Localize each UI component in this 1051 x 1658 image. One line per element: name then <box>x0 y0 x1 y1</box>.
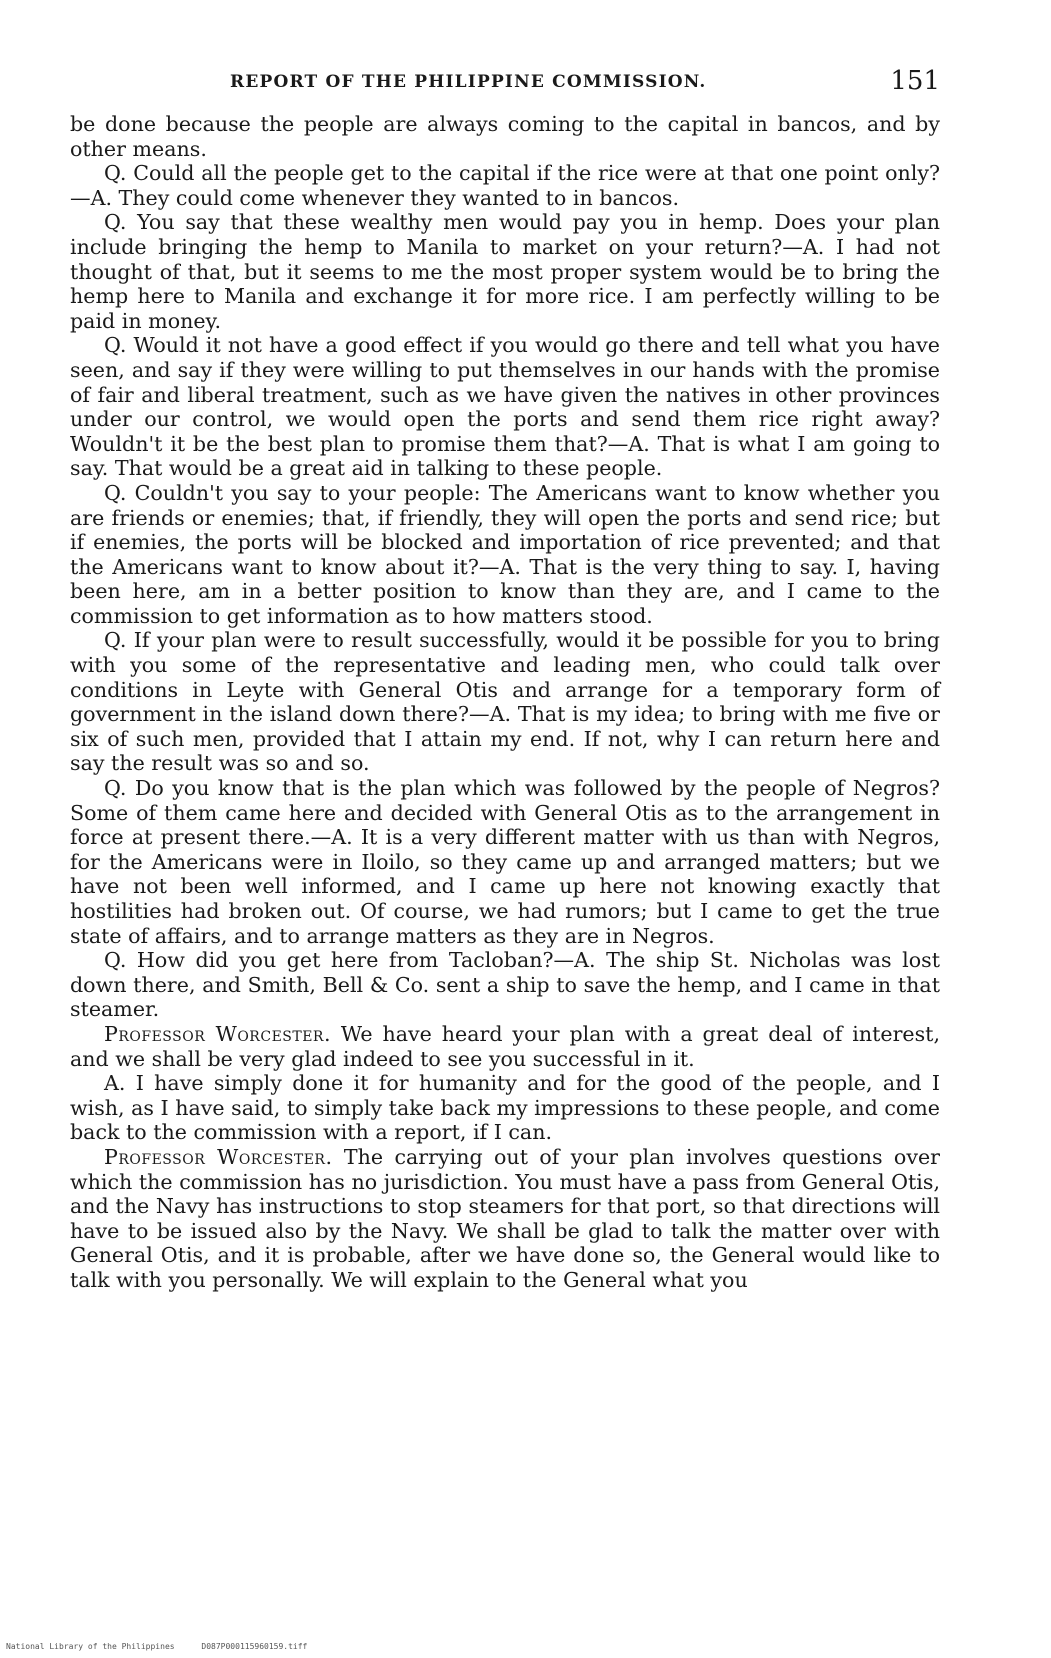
speaker-name: Professor Worcester. <box>104 1144 333 1169</box>
paragraph <box>70 1145 940 1293</box>
paragraph-text: Q. If your plan were to result successfully, would it be possible for you to bring with you some of the representative and leading men, who could talk over conditions in Leyte with General Otis and arrange for a temporary form of government in the island down there?—A. That is my idea; to bring with me five or six of such men, provided that I attain my end. If not, why I can return here and say the result was so and so. <box>70 628 940 776</box>
paragraph <box>70 628 940 776</box>
paragraph <box>70 481 940 629</box>
paragraph-text: Q. Would it not have a good effect if you would go there and tell what you have seen, and say if they were willing to put themselves in our hands with the promise of fair and liberal treatment, such as we have given the natives in other provinces under our control, we would open the ports and send them rice right away? Wouldn't it be the best plan to promise them that?—A. That is what I am going to say. That would be a great aid in talking to these people. <box>70 333 940 481</box>
scan-footer <box>6 1642 329 1651</box>
paragraph <box>70 333 940 481</box>
paragraph <box>70 161 940 210</box>
page-number: 151 <box>890 66 940 96</box>
paragraph-text: Q. Could all the people get to the capital if the rice were at that one point only?—A. They could come whenever they wanted to in bancos. <box>70 161 940 210</box>
paragraph-text: The carrying out of your plan involves questions over which the commission has no jurisdiction. You must have a pass from General Otis, and the Navy has instructions to stop steamers for that port, so that directions will have to be issued also by the Navy. We shall be glad to talk the matter over with General Otis, and it is probable, after we have done so, the General would like to talk with you personally. We will explain to the General what you <box>70 1144 940 1292</box>
paragraph <box>70 1022 940 1071</box>
speaker-name: Professor Worcester. <box>104 1021 332 1046</box>
running-title: REPORT OF THE PHILIPPINE COMMISSION. <box>230 72 707 92</box>
footer-library: National Library of the Philippines <box>6 1642 175 1651</box>
paragraph <box>70 1071 940 1145</box>
paragraph <box>70 948 940 1022</box>
paragraph-text: A. I have simply done it for humanity and for the good of the people, and I wish, as I have said, to simply take back my impressions to these people, and come back to the commission with a report, if I can. <box>70 1071 940 1145</box>
footer-file-id: D087P000115960159.tiff <box>201 1642 308 1651</box>
paragraph-text: Q. You say that these wealthy men would pay you in hemp. Does your plan include bringing the hemp to Manila to market on your return?—A. I had not thought of that, but it seems to me the most proper system would be to bring the hemp here to Manila and exchange it for more rice. I am perfectly willing to be paid in money. <box>70 210 940 333</box>
paragraph-text: Q. Couldn't you say to your people: The Americans want to know whether you are friends or enemies; that, if friendly, they will open the ports and send rice; but if enemies, the ports will be blocked and importation of rice prevented; and that the Americans want to know about it?—A. That is the very thing to say. I, having been here, am in a better position to know than they are, and I came to the commission to get information as to how matters stood. <box>70 480 940 628</box>
paragraph-text: We have heard your plan with a great deal of interest, and we shall be very glad indeed to see you successful in it. <box>70 1021 940 1071</box>
paragraph-text: be done because the people are always coming to the capital in bancos, and by other means. <box>70 112 940 161</box>
paragraph-text: Q. Do you know that is the plan which was followed by the people of Negros? Some of them came here and decided with General Otis as to the arrangement in force at present there.—A. It is a very different matter with us than with Negros, for the Americans were in Iloilo, so they came up and arranged matters; but we have not been well informed, and I came up here not knowing exactly that hostilities had broken out. Of course, we had rumors; but I came to get the true state of affairs, and to arrange matters as they are in Negros. <box>70 776 940 948</box>
paragraph <box>70 776 940 948</box>
body-text <box>70 112 940 1293</box>
paragraph-text: Q. How did you get here from Tacloban?—A. The ship St. Nicholas was lost down there, and Smith, Bell & Co. sent a ship to save the hemp, and I came in that steamer. <box>70 948 940 1022</box>
paragraph <box>70 210 940 333</box>
running-head <box>70 66 940 96</box>
paragraph <box>70 112 940 161</box>
